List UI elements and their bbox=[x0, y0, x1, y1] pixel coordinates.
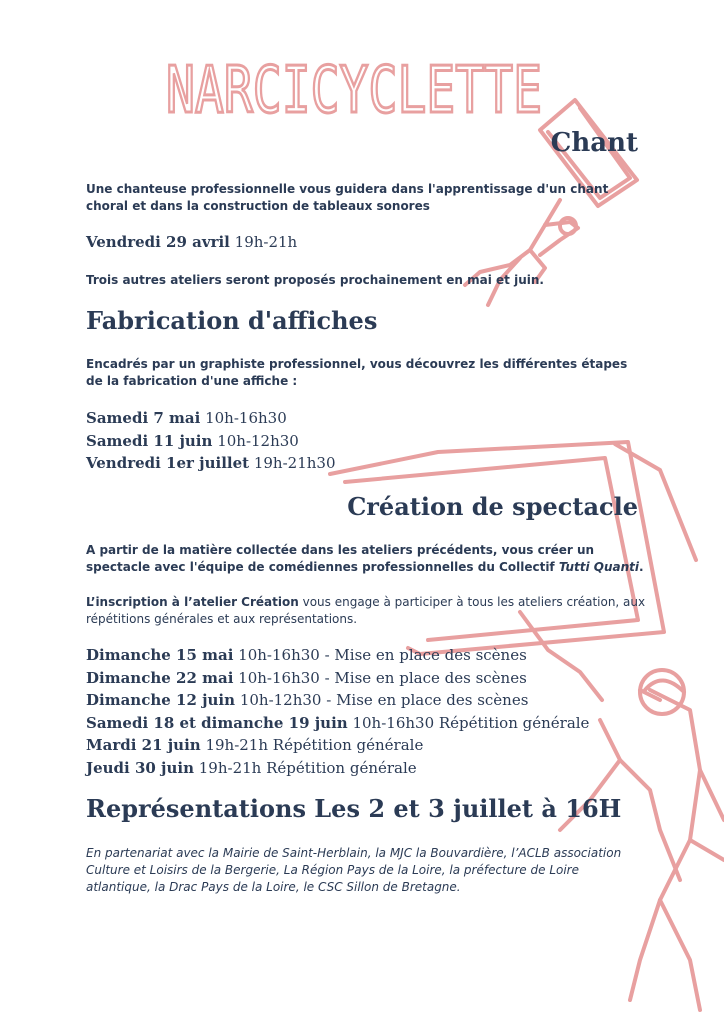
spectacle-date-day: Dimanche 22 mai bbox=[86, 668, 234, 687]
inscription-rest: vous engage à participer à tous les ateliers création, aux répétitions générales et aux représentations. bbox=[86, 595, 646, 626]
chant-date-day: Vendredi 29 avril bbox=[86, 233, 230, 251]
affiches-date-day: Samedi 7 mai bbox=[86, 409, 201, 427]
affiches-dates bbox=[86, 407, 335, 475]
inscription-bold: L’inscription à l’atelier Création bbox=[86, 595, 299, 609]
spectacle-date-day: Dimanche 12 juin bbox=[86, 691, 236, 709]
affiches-description: Encadrés par un graphiste professionnel, vous découvrez les différentes étapes de la fabrication d'une affiche : bbox=[86, 357, 628, 388]
affiches-date-day: Samedi 11 juin bbox=[86, 431, 213, 450]
spectacle-date-detail: 10h-16h30 Répétition générale bbox=[347, 713, 590, 732]
affiches-title: Fabrication d'affiches bbox=[86, 306, 378, 335]
spectacle-date-row bbox=[86, 667, 589, 690]
affiches-date-detail: 10h-16h30 bbox=[200, 409, 287, 427]
affiches-date-row bbox=[86, 407, 335, 430]
spectacle-date-detail: 10h-16h30 - Mise en place des scènes bbox=[233, 646, 527, 664]
chant-date bbox=[86, 231, 297, 254]
partners-text: En partenariat avec la Mairie de Saint-Herblain, la MJC la Bouvardière, l’ACLB association Culture et Loisirs de la Bergerie, La Région Pays de la Loire, la préfecture de Loire atlantique, la Drac Pays de la Loire, le CSC Sillon de Bretagne. bbox=[86, 846, 622, 894]
inscription-note bbox=[86, 594, 646, 628]
chant-title: Chant bbox=[550, 128, 638, 158]
spectacle-date-row bbox=[86, 712, 589, 735]
spectacle-description bbox=[86, 542, 646, 576]
spectacle-title: Création de spectacle bbox=[347, 492, 638, 521]
spectacle-date-day: Mardi 21 juin bbox=[86, 736, 201, 754]
spectacle-date-day: Jeudi 30 juin bbox=[86, 758, 194, 777]
spectacle-dates bbox=[86, 644, 589, 779]
spectacle-date-detail: 10h-12h30 - Mise en place des scènes bbox=[235, 691, 529, 709]
representations-title: Représentations Les 2 et 3 juillet à 16H bbox=[86, 794, 622, 823]
affiches-date-day: Vendredi 1er juillet bbox=[86, 454, 250, 472]
chant-date-time: 19h-21h bbox=[229, 233, 298, 251]
affiches-date-detail: 19h-21h30 bbox=[249, 454, 336, 472]
affiches-date-row bbox=[86, 452, 335, 475]
spectacle-date-day: Samedi 18 et dimanche 19 juin bbox=[86, 713, 348, 732]
chant-note: Trois autres ateliers seront proposés prochainement en mai et juin. bbox=[86, 273, 544, 287]
svg-text:NARCICYCLETTE: NARCICYCLETTE bbox=[166, 54, 542, 128]
chant-description: Une chanteuse professionnelle vous guidera dans l'apprentissage d'un chant choral et dans la construction de tableaux sonores bbox=[86, 182, 609, 213]
collectif-name: Tutti Quanti bbox=[558, 560, 640, 574]
spectacle-date-detail: 19h-21h Répétition générale bbox=[200, 736, 424, 754]
spectacle-description-text: A partir de la matière collectée dans les ateliers précédents, vous créer un spectacle avec l'équipe de comédiennes professionnelles du Collectif bbox=[86, 543, 595, 574]
spectacle-date-row bbox=[86, 757, 589, 780]
affiches-date-row bbox=[86, 430, 335, 453]
spectacle-date-detail: 10h-16h30 - Mise en place des scènes bbox=[233, 668, 527, 687]
spectacle-date-row bbox=[86, 644, 589, 667]
spectacle-description-end: . bbox=[639, 560, 644, 574]
spectacle-date-row bbox=[86, 689, 589, 712]
spectacle-date-day: Dimanche 15 mai bbox=[86, 646, 234, 664]
spectacle-date-row bbox=[86, 734, 589, 757]
spectacle-date-detail: 19h-21h Répétition générale bbox=[194, 758, 417, 777]
affiches-date-detail: 10h-12h30 bbox=[212, 431, 299, 450]
